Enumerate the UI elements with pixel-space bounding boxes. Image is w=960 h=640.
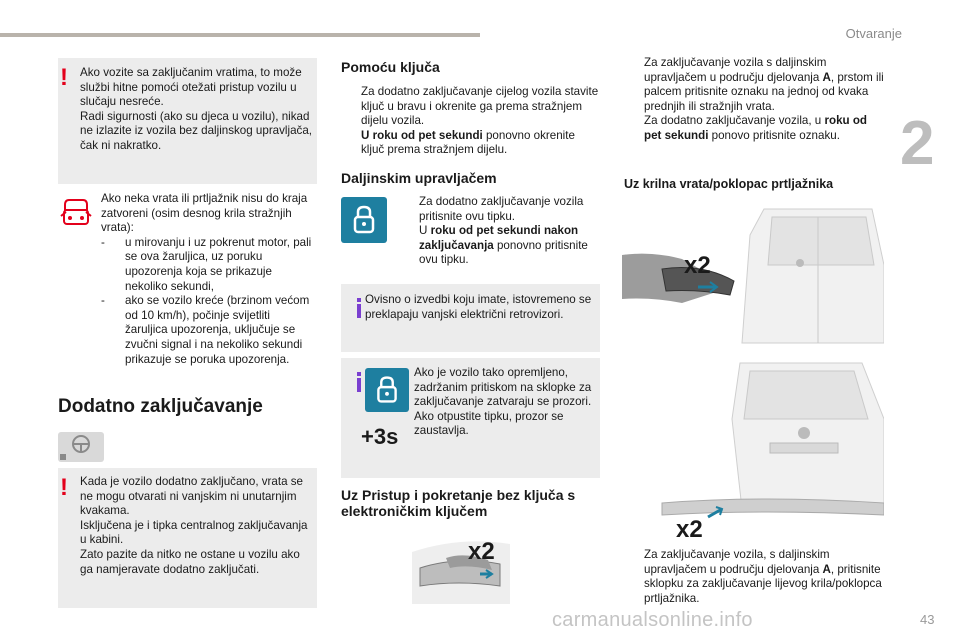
warning-box-locked-doors: [58, 58, 317, 184]
list-item-text: , pritisnite sklopku za zaključavanje lijevog krila/poklopca prtljažnika.: [644, 562, 882, 605]
hold-duration-label: +3s: [361, 424, 399, 449]
info-icon: [357, 378, 361, 392]
warning-text: Kada je vozilo dodatno zaključano, vrata se ne mogu otvarati ni vanjskim ni unutarnjim kvakama. Isključena je i tipka centralnog zaključavanja u kabini. Zato pazite da nitko ne ostane u vozilu ako ga namjeravate dodatno zaključati.: [80, 475, 308, 576]
warning-box-deadlocking: [58, 468, 317, 608]
list-item-text: ponovno okrenite ključ prema stražnjem dijelu.: [361, 128, 575, 157]
list-item-bold: U roku od pet sekundi: [361, 128, 483, 142]
chapter-number: 2: [900, 109, 935, 178]
list-item-text: Za dodatno zaključavanje vozila pritisnite ovu tipku.: [419, 195, 584, 223]
list-item-text: Za dodatno zaključavanje cijelog vozila stavite ključ u bravu i okrenite ga prema stražnjem dijelu vozila.: [361, 85, 599, 128]
door-alert-item: [101, 294, 313, 367]
info-box-mirrors: [341, 284, 600, 352]
list-item: [624, 114, 886, 143]
press-twice-label: x2: [468, 538, 495, 565]
list-item-text: ponovo pritisnite oznaku.: [708, 128, 840, 142]
list-item-bold: roku od pet sekundi: [644, 114, 867, 142]
door-alert-item-text: u mirovanju i uz pokrenut motor, pali se ova žaruljica, uz poruku upozorenja koja se prikazuje nekoliko sekundi,: [125, 235, 312, 293]
lock-button-icon: [341, 197, 387, 243]
door-alert-intro: Ako neka vrata ili prtljažnik nisu do kraja zatvoreni (osim desnog krila stražnjih vrata):: [101, 192, 308, 235]
key-instructions: [341, 85, 599, 158]
header-rule: [0, 33, 480, 37]
warning-text: Ako vozite sa zaključanim vratima, to može službi hitne pomoći otežati pristup vozilu u slučaju nesreće. Radi sigurnosti (ako su djeca u vozilu), nikad ne izlazite iz vozila bez daljinskog upravljača, čak ni nakratko.: [80, 66, 312, 152]
list-item: [624, 548, 886, 606]
door-alert-block: [101, 192, 313, 367]
page-number: 43: [920, 612, 935, 627]
list-item-text: Za zaključavanje vozila s daljinskim upravljačem u području djelovanja: [644, 56, 827, 84]
section-title: Otvaranje: [845, 26, 902, 41]
heading-remote-control: Daljinskim upravljačem: [341, 170, 497, 186]
rear-doors-illustration: [622, 205, 884, 545]
press-twice-label: x2: [684, 252, 711, 279]
lock-button-icon: [365, 368, 409, 412]
dash-mark: -: [101, 294, 105, 308]
list-item: [624, 56, 886, 114]
list-item: [341, 129, 599, 158]
watermark: carmanualsonline.info: [552, 609, 753, 631]
door-alert-item-text: ako se vozilo kreće (brzinom većom od 10 km/h), počinje svijetliti žaruljica upozorenja, uključuje se zvučni signal i na nekoliko sekundi prikazuje se poruka upozorenja.: [125, 294, 310, 366]
door-handle-illustration: [400, 534, 520, 606]
list-item: [341, 85, 599, 129]
list-item-text: Za zaključavanje vozila, s daljinskim upravljačem u području djelovanja: [644, 548, 830, 576]
keyless-instructions: [624, 56, 886, 144]
steering-wheel-icon: [58, 432, 104, 462]
list-item-bold: roku od pet sekundi nakon zaključavanja: [419, 224, 579, 252]
info-box-windows: [341, 358, 600, 478]
list-item-text: , prstom ili palcem pritisnite oznaku na jednoj od kvaka prednjih ili stražnjih vrata.: [644, 70, 884, 113]
list-item-bold: A: [822, 70, 831, 84]
info-icon-dot: [357, 372, 361, 376]
remote-instructions: [399, 195, 602, 268]
info-text: Ako je vozilo tako opremljeno, zadržanim pritiskom na sklopke za zaključavanje zatvaraju se prozori. Ako otpustite tipku, prozor se zaustavlja.: [414, 366, 592, 438]
list-item: [399, 224, 602, 268]
heading-wing-doors: Uz krilna vrata/poklopac prtljažnika: [624, 177, 834, 191]
wing-door-instructions: [624, 548, 886, 606]
list-item-text: U: [419, 224, 431, 238]
dash-mark: -: [101, 235, 105, 249]
list-item-bold: A: [822, 562, 831, 576]
heading-with-key: Pomoću ključa: [341, 59, 440, 75]
door-open-warning-icon: [60, 196, 92, 230]
door-alert-item: [101, 236, 313, 294]
info-icon-dot: [357, 298, 361, 302]
warning-icon: !: [60, 64, 68, 91]
info-text: Ovisno o izvedbi koju imate, istovremeno se preklapaju vanjski električni retrovizori.: [365, 293, 592, 321]
list-item-text: ponovno pritisnite ovu tipku.: [419, 238, 588, 267]
warning-icon: !: [60, 474, 68, 501]
press-twice-label: x2: [676, 516, 703, 543]
info-icon: [357, 304, 361, 318]
section-heading-deadlocking: Dodatno zaključavanje: [58, 396, 263, 417]
heading-keyless-entry: Uz Pristup i pokretanje bez ključa s elektroničkim ključem: [341, 487, 576, 519]
list-item: [399, 195, 602, 224]
list-item-text: Za dodatno zaključavanje vozila, u: [644, 114, 825, 128]
